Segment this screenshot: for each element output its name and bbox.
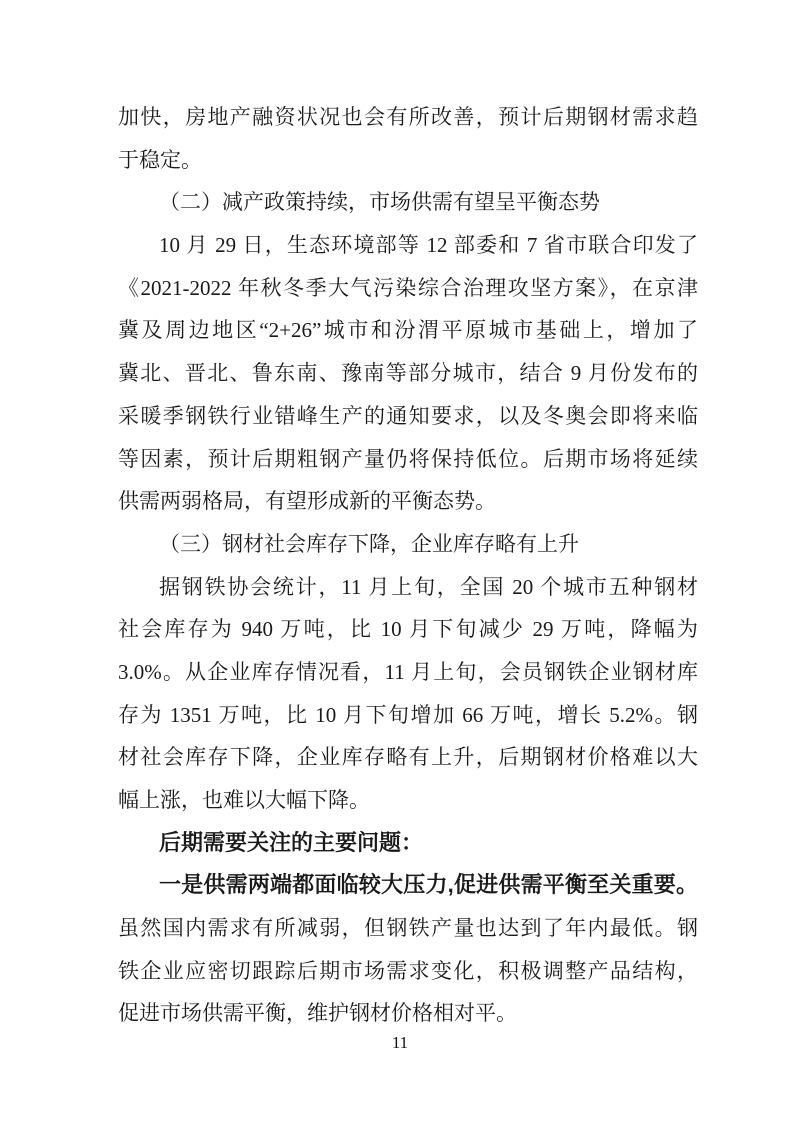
text-line: 幅上涨，也难以大幅下降。 — [118, 788, 370, 812]
text-line: 材社会库存下降，企业库存略有上升，后期钢材价格难以大 — [118, 745, 698, 770]
page-number: 11 — [391, 1033, 409, 1052]
text-line: 供需两弱格局，有望形成新的平衡态势。 — [118, 489, 496, 514]
text-line: 冀及周边地区“2+26”城市和汾渭平原城市基础上，增加了 — [118, 318, 698, 343]
text-line: 促进市场供需平衡，维护钢材价格相对平。 — [118, 1001, 517, 1026]
issues-heading: 后期需要关注的主要问题： — [159, 829, 424, 855]
text-line: 社会库存为 940 万吨，比 10 月下旬减少 29 万吨，降幅为 — [118, 617, 698, 642]
text-line: 据钢铁协会统计，11 月上旬，全国 20 个城市五种钢材 — [159, 574, 698, 599]
text-line: 《2021-2022 年秋冬季大气污染综合治理攻坚方案》，在京津 — [118, 275, 698, 300]
text-line: 虽然国内需求有所减弱，但钢铁产量也达到了年内最低。钢 — [118, 916, 698, 941]
text-line: 存为 1351 万吨，比 10 月下旬增加 66 万吨，增长 5.2%。钢 — [118, 702, 698, 727]
text-line: 加快，房地产融资状况也会有所改善，预计后期钢材需求趋 — [118, 105, 698, 129]
text-line: 铁企业应密切跟踪后期市场需求变化，积极调整产品结构， — [118, 958, 698, 983]
text-line: 10 月 29 日，生态环境部等 12 部委和 7 省市联合印发了 — [159, 233, 698, 258]
text-line: 于稳定。 — [118, 147, 202, 172]
text-line: 3.0%。从企业库存情况看，11 月上旬，会员钢铁企业钢材库 — [118, 659, 698, 684]
text-block — [118, 96, 698, 1035]
text-line: 等因素，预计后期粗钢产量仍将保持低位。后期市场将延续 — [118, 446, 698, 471]
issue-one-bold-line: 一是供需两端都面临较大压力,促进供需平衡至关重要。 — [159, 872, 698, 898]
text-line: 冀北、晋北、鲁东南、豫南等部分城市，结合 9 月份发布的 — [118, 361, 698, 386]
section-heading-3: （三）钢材社会库存下降，企业库存略有上升 — [159, 531, 579, 556]
section-heading-2: （二）减产政策持续，市场供需有望呈平衡态势 — [159, 190, 600, 215]
text-line: 采暖季钢铁行业错峰生产的通知要求，以及冬奥会即将来临 — [118, 403, 698, 428]
